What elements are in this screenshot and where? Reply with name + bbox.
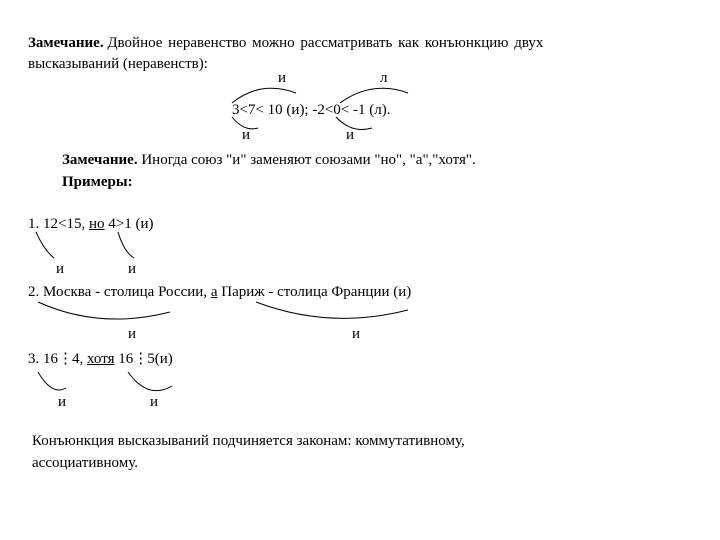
- example1-conj: но: [88, 216, 105, 232]
- remark2-text: Иногда союз "и" заменяют союзами "но", "а","хотя".: [141, 152, 476, 168]
- example3-label-1: и: [58, 394, 67, 410]
- remark1-text-line1: Двойное неравенство можно рассматривать как конъюнкцию двух: [107, 35, 544, 51]
- label-false-top: л: [380, 70, 388, 86]
- example2-label-1: и: [128, 326, 137, 342]
- example1-label-2: и: [128, 261, 137, 277]
- examples-heading: Примеры:: [62, 174, 133, 190]
- label-bottom-2: и: [346, 127, 355, 143]
- divides-symbol-2: ⋮: [133, 351, 149, 367]
- example1-line: [28, 215, 153, 233]
- arc-ex1-1: [36, 232, 54, 258]
- example2-prefix: 2. Москва - столица России,: [28, 284, 211, 300]
- example3-line: [28, 350, 173, 368]
- remark1-line1: [28, 34, 690, 52]
- conclusion: [32, 430, 465, 474]
- conclusion-line1: Конъюнкция высказываний подчиняется законам: коммутативному,: [32, 433, 465, 449]
- example3-label-2: и: [150, 394, 159, 410]
- conclusion-line2: ассоциативному.: [32, 455, 138, 471]
- remark1-label: Замечание.: [28, 35, 104, 51]
- example1-label-1: и: [56, 261, 65, 277]
- arc-ex2-2: [256, 302, 408, 318]
- label-true-top: и: [278, 70, 287, 86]
- example3-part3: 16: [114, 351, 134, 367]
- example3-part4: 5(и): [147, 351, 173, 367]
- inequalities-formula: 3<7< 10 (и); -2<0< -1 (л).: [232, 102, 391, 118]
- example1-suffix: 4>1 (и): [104, 216, 154, 232]
- example3-conj: хотя: [87, 351, 115, 367]
- example2-suffix: Париж - столица Франции (и): [217, 284, 412, 300]
- example2-line: [28, 283, 411, 301]
- label-bottom-1: и: [242, 127, 251, 143]
- arc-ex3-2: [128, 372, 172, 391]
- example2-conj: а: [210, 284, 218, 300]
- divides-symbol-1: ⋮: [58, 351, 73, 367]
- example2-label-2: и: [352, 326, 361, 342]
- arc-ex3-1: [38, 372, 66, 390]
- arc-ex2-1: [38, 302, 170, 319]
- remark1-line2: высказываний (неравенств):: [28, 56, 208, 72]
- example3-part2: 4,: [72, 351, 87, 367]
- remark2-label: Замечание.: [62, 152, 138, 168]
- remark2-line: [62, 151, 476, 169]
- example1-prefix: 1. 12<15,: [28, 216, 89, 232]
- arc-ex1-2: [118, 232, 134, 258]
- example3-part1: 3. 16: [28, 351, 58, 367]
